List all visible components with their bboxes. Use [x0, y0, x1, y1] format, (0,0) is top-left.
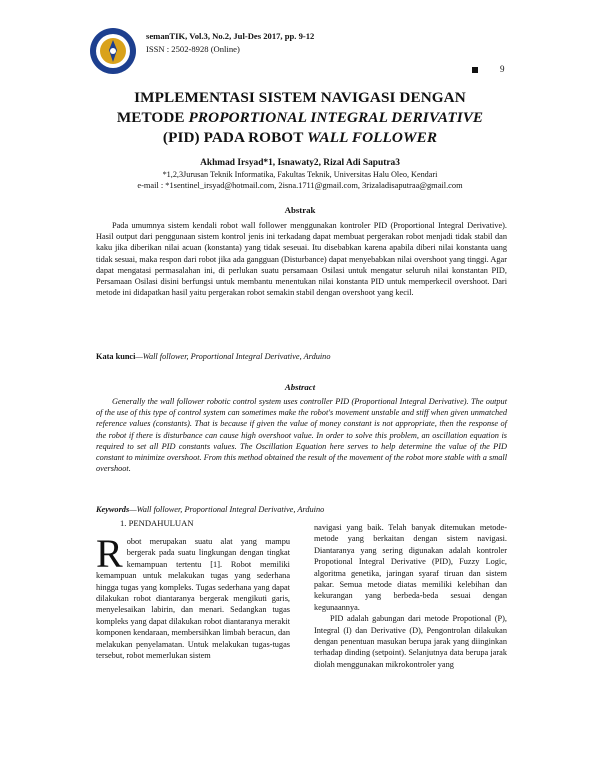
- authors: Akhmad Irsyad*1, Isnawaty2, Rizal Adi Saputra3: [200, 158, 400, 168]
- left-column-text: obot merupakan suatu alat yang mampu bergerak pada suatu lingkungan dengan tingkat kemampuan tertentu [1]. Robot memiliki kemampuan untuk melakukan tugas yang sederhana hingga tugas yang kompleks. Tugas sederhana yang dapat dilakukan robot diantaranya bergerak mengikuti garis, menyelesaikan labirin, dan menari. Sedangkan tugas kompleks yang dapat dilakukan robot diantaranya merakit komponen kendaraan, membersihkan limbah beracun, dan melakukan penyelamatan. Untuk melakukan tugas-tugas tersebut, robot memerlukan sistem: [96, 537, 290, 661]
- left-column: [96, 531, 290, 661]
- title-line-3-b: WALL FOLLOWER: [307, 129, 438, 146]
- paper-title: [60, 88, 540, 148]
- kata-kunci: [96, 352, 507, 361]
- kata-kunci-label: Kata kunci: [96, 352, 136, 361]
- page-number: 9: [500, 64, 505, 74]
- journal-line: semanTIK, Vol.3, No.2, Jul-Des 2017, pp. 9-12: [146, 31, 315, 41]
- keywords-label: Keywords: [96, 505, 130, 514]
- title-line-1: IMPLEMENTASI SISTEM NAVIGASI DENGAN: [134, 89, 466, 106]
- abstract-body: Generally the wall follower robotic control system uses controller PID (Proportional Integral Derivative). The output of the use of this type of control system can sometimes make the robot's movement unstable and stiff when given unmatched reference values (constants). That is because if given the value of money constant is not appropriate, then the response of the robot if there is disturbance can cause high overshoot value. In order to solve this problem, an oscillation equation is required to set all PID constants values. The Oscillation Equation here serves to help determine the value of the PID constant to minimize overshoot. From this method obtained the result of the movement of the robot more stable with a small overshoot.: [96, 397, 507, 474]
- drop-cap: R: [96, 531, 123, 576]
- square-bullet-icon: [472, 67, 478, 73]
- issn-line: ISSN : 2502-8928 (Online): [146, 44, 240, 54]
- keywords-values: —Wall follower, Proportional Integral Derivative, Arduino: [129, 505, 325, 514]
- journal-info: [146, 30, 314, 56]
- title-line-3: [60, 128, 540, 148]
- abstract-heading: Abstract: [284, 382, 316, 392]
- keywords: [96, 505, 507, 514]
- section-heading: 1. PENDAHULUAN: [120, 518, 194, 528]
- title-line-2: [60, 108, 540, 128]
- kata-kunci-values: —Wall follower, Proportional Integral Derivative, Arduino: [135, 352, 331, 361]
- title-line-2-b: PROPORTIONAL INTEGRAL DERIVATIVE: [188, 109, 484, 126]
- title-line-3-a: (PID) PADA ROBOT: [162, 129, 308, 146]
- title-line-2-a: METODE: [116, 109, 189, 126]
- email-line: e-mail : *1sentinel_irsyad@hotmail.com, 2isna.1711@gmail.com, 3rizaladisaputraa@gmail.com: [137, 181, 463, 190]
- abstrak-body: Pada umumnya sistem kendali robot wall follower menggunakan kontroler PID (Proportional Integral Derivative). Hasil output dari penggunaan sistem kontrol jenis ini terkadang dapat membuat pergerakan robot menjadi tidak stabil dan kaku jika diberikan nilai acuan (konstanta) yang tidak seseuai. Itu disebabkan karena apabila diberi nilai konstanta uang tidak sesuai, maka respon dari robot jika ada gangguan (Disturbance) dapat menyebabkan nilai overshoot yang tinggi. Agar dapat mengatasi permasalahan ini, di perlukan suatu persamaan Osilasi untuk mengatur seluruh nilai konstantan PID, Persamaan Osilasi disini berfungsi untuk membantu menentukan nilai konstanta PID untuk memperkecil overshoot. Dari metode ini didapatkan hasil yaitu pergerakan robot semakin stabil dengan overshoot yang kecil.: [96, 221, 507, 298]
- right-paragraph-2: PID adalah gabungan dari metode Propotional (P), Integral (I) dan Derivative (D), Pengontrolan dilakukan dengan penentuan masukan berupa jarak yang diinginkan terhadap dinding (setpoint). Selanjutnya data berupa jarak diolah menggunakan mikrokontroler yang: [314, 614, 507, 669]
- abstrak-heading: Abstrak: [284, 205, 316, 215]
- page-marker: [472, 64, 505, 74]
- right-paragraph-1: navigasi yang baik. Telah banyak ditemukan metode-metode yang berkaitan dengan sistem navigasi. Diantaranya yang sering digunakan adalah kontroler Propotional Integral Derivative (PID), Fuzzy Logic, algoritma genetika, jaringan syaraf tiruan dan sistem pakar. Semua metode diatas memiliki kelebihan dan kekurangan yang berbeda-beda sesuai dengan kegunaannya.: [314, 523, 507, 612]
- journal-header: [88, 26, 528, 80]
- university-logo-icon: [88, 26, 138, 76]
- affiliation: *1,2,3Jurusan Teknik Informatika, Fakultas Teknik, Universitas Halu Oleo, Kendari: [162, 170, 438, 179]
- right-column: [314, 522, 507, 670]
